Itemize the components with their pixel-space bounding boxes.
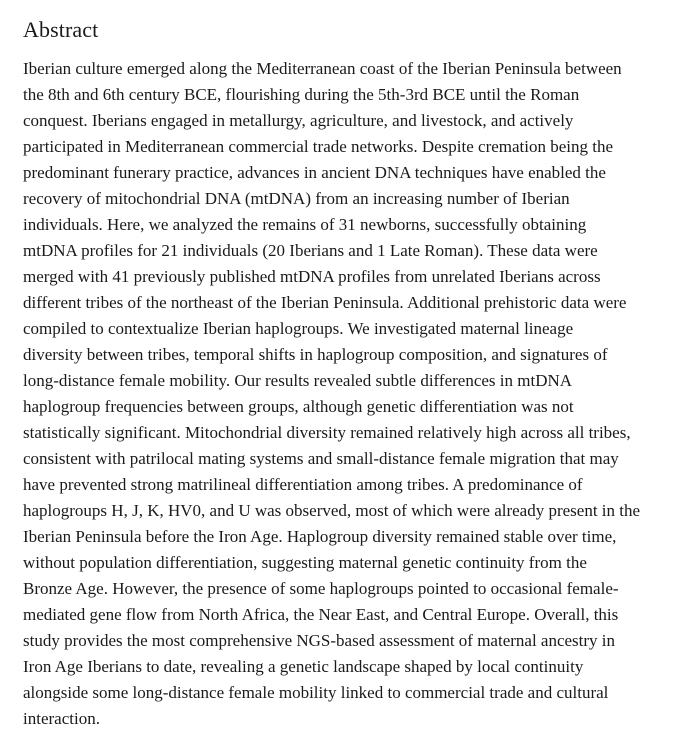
abstract-line: recovery of mitochondrial DNA (mtDNA) from an increasing number of Iberian [23,189,570,208]
abstract-line: Iberian Peninsula before the Iron Age. Haplogroup diversity remained stable over time, [23,527,617,546]
abstract-line: haplogroups H, J, K, HV0, and U was observed, most of which were already present in the [23,501,641,520]
abstract-line: without population differentiation, suggesting maternal genetic continuity from the [23,553,587,572]
abstract-line: statistically significant. Mitochondrial diversity remained relatively high across all tribes, [23,423,631,442]
abstract-line: alongside some long-distance female mobility linked to commercial trade and cultural [23,683,609,702]
abstract-line: have prevented strong matrilineal differentiation among tribes. A predominance of [23,475,583,494]
abstract-heading: Abstract [23,17,99,42]
abstract-line: predominant funerary practice, advances in ancient DNA techniques have enabled the [23,163,606,182]
abstract-line: conquest. Iberians engaged in metallurgy, agriculture, and livestock, and actively [23,111,574,130]
abstract-line: compiled to contextualize Iberian haplogroups. We investigated maternal lineage [23,319,574,338]
abstract-line: diversity between tribes, temporal shifts in haplogroup composition, and signatures of [23,345,608,364]
abstract-line: mediated gene flow from North Africa, the Near East, and Central Europe. Overall, this [23,605,619,624]
abstract-line: Iberian culture emerged along the Mediterranean coast of the Iberian Peninsula between [23,59,622,78]
abstract-section [23,14,683,732]
abstract-line: Bronze Age. However, the presence of some haplogroups pointed to occasional female- [23,579,619,598]
abstract-line: haplogroup frequencies between groups, although genetic differentiation was not [23,397,574,416]
abstract-line: consistent with patrilocal mating systems and small-distance female migration that may [23,449,619,468]
abstract-line: the 8th and 6th century BCE, flourishing during the 5th-3rd BCE until the Roman [23,85,580,104]
abstract-line: interaction. [23,709,100,728]
abstract-line: participated in Mediterranean commercial trade networks. Despite cremation being the [23,137,614,156]
abstract-body [23,56,683,732]
abstract-line: mtDNA profiles for 21 individuals (20 Iberians and 1 Late Roman). These data were [23,241,598,260]
abstract-line: different tribes of the northeast of the Iberian Peninsula. Additional prehistoric data were [23,293,627,312]
abstract-line: individuals. Here, we analyzed the remains of 31 newborns, successfully obtaining [23,215,587,234]
abstract-line: long-distance female mobility. Our results revealed subtle differences in mtDNA [23,371,573,390]
abstract-line: study provides the most comprehensive NGS-based assessment of maternal ancestry in [23,631,616,650]
abstract-line: merged with 41 previously published mtDNA profiles from unrelated Iberians across [23,267,601,286]
abstract-line: Iron Age Iberians to date, revealing a genetic landscape shaped by local continuity [23,657,584,676]
